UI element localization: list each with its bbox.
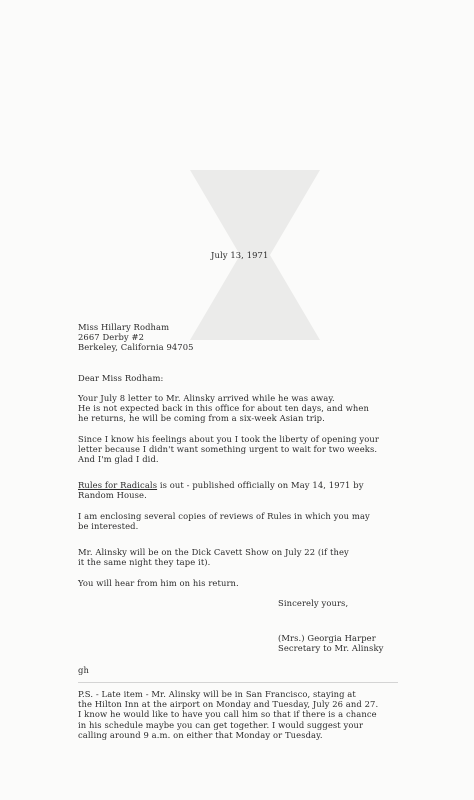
- address-line: 2667 Derby #2: [78, 332, 145, 343]
- paragraph-line: it the same night they tape it).: [78, 557, 211, 568]
- paragraph-line: I am enclosing several copies of reviews of Rules in which you may: [78, 511, 370, 521]
- postscript-line: I know he would like to have you call him so that if there is a chance: [78, 709, 377, 720]
- paragraph-5: [78, 547, 349, 567]
- signature-block: [278, 633, 383, 653]
- postscript-line: P.S. - Late item - Mr. Alinsky will be in San Francisco, staying at: [78, 689, 356, 699]
- postscript-divider: [78, 682, 398, 683]
- signature-line: Secretary to Mr. Alinsky: [278, 643, 384, 654]
- postscript-line: in his schedule maybe you can get together. I would suggest your: [78, 719, 364, 730]
- postscript: [78, 689, 378, 740]
- paragraph-line: be interested.: [78, 521, 139, 532]
- paragraph-4: [78, 511, 370, 531]
- book-title: Rules for Radicals: [78, 480, 158, 490]
- paragraph-1: [78, 393, 369, 424]
- paragraph-line: And I'm glad I did.: [78, 454, 159, 465]
- paragraph-line: Your July 8 letter to Mr. Alinsky arrived while he was away.: [78, 393, 335, 403]
- paragraph-line: letter because I didn't want something urgent to wait for two weeks.: [78, 444, 378, 455]
- paragraph-line: Random House.: [78, 490, 147, 501]
- paragraph-line: Mr. Alinsky will be on the Dick Cavett Show on July 22 (if they: [78, 547, 349, 557]
- paragraph-line: he returns, he will be coming from a six-week Asian trip.: [78, 413, 325, 424]
- postscript-line: calling around 9 a.m. on either that Monday or Tuesday.: [78, 729, 323, 740]
- letter-date: July 13, 1971: [211, 250, 269, 260]
- paragraph-3: [78, 480, 364, 500]
- signature-line: (Mrs.) Georgia Harper: [278, 633, 376, 643]
- paragraph-2: [78, 434, 379, 465]
- paragraph-line: Since I know his feelings about you I took the liberty of opening your: [78, 434, 379, 444]
- salutation: Dear Miss Rodham:: [78, 373, 164, 383]
- paragraph-line: He is not expected back in this office for about ten days, and when: [78, 403, 369, 414]
- address-line: Berkeley, California 94705: [78, 342, 194, 353]
- paragraph-6: You will hear from him on his return.: [78, 578, 239, 588]
- recipient-address: [78, 322, 194, 353]
- typist-initials: gh: [78, 665, 89, 675]
- closing: Sincerely yours,: [278, 598, 349, 608]
- address-line: Miss Hillary Rodham: [78, 322, 170, 332]
- postscript-line: the Hilton Inn at the airport on Monday and Tuesday, July 26 and 27.: [78, 699, 379, 710]
- paragraph-line: is out - published officially on May 14, 1971 by: [157, 480, 364, 490]
